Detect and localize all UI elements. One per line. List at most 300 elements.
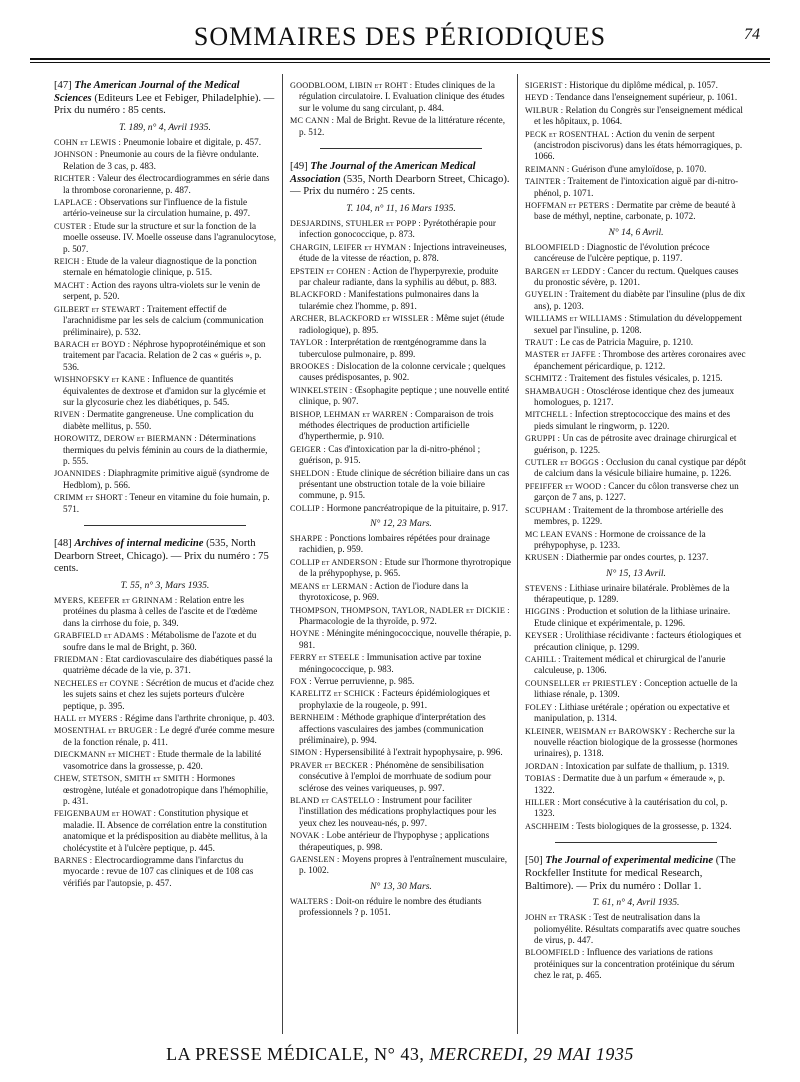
entry-text: Intoxication par sulfate de thallium, p. 1319. — [565, 760, 730, 771]
article-entry — [290, 503, 512, 514]
entry-authors: RIVEN : — [54, 410, 85, 420]
entry-authors: SIMON : — [290, 748, 323, 758]
entry-text: Relation du Congrès sur l'enseignement médical et les hôpitaux, p. 1064. — [534, 104, 743, 127]
entry-authors: BLOOMFIELD : — [525, 242, 585, 252]
article-entry — [525, 457, 747, 480]
article-entry — [525, 583, 747, 606]
entry-text: Le degré d'urée comme mesure de la fonction rénale, p. 411. — [63, 725, 275, 747]
article-entry — [525, 797, 747, 820]
entry-authors: REICH : — [54, 257, 85, 267]
article-entry — [54, 433, 276, 467]
article-entry — [525, 80, 747, 91]
entry-authors: CUSTER : — [54, 221, 92, 231]
entry-authors: KRUSEN : — [525, 553, 564, 563]
entry-text: Dermatite par crème de beauté à base de méthyl, neptine, carbonate, p. 1072. — [534, 200, 736, 222]
issue-label: T. 61, n° 4, Avril 1935. — [592, 897, 680, 909]
article-entry — [290, 854, 512, 877]
article-entry — [525, 505, 747, 528]
article-entry — [54, 409, 276, 432]
entry-authors: EPSTEIN et COHEN : — [290, 266, 371, 276]
entry-text: Déterminations thermiques du pelvis féminin au cours de la diathermie, p. 555. — [63, 433, 268, 466]
article-entry — [290, 795, 512, 829]
journal-number: [49] — [290, 161, 308, 173]
article-entry — [525, 409, 747, 432]
entry-text: Constitution physique et maladie. II. Absence de corrélation entre la constitution anatomique et la prédisposition au diabète mellitus, à la cholécystite et à l'ulcère peptique, p. 445. — [63, 808, 268, 853]
article-entry — [290, 760, 512, 794]
entry-authors: COUNSELLER et PRIESTLEY : — [525, 678, 642, 688]
entry-authors: ASCHHEIM : — [525, 821, 575, 831]
article-entry — [54, 280, 276, 303]
entry-authors: HALL et MYERS : — [54, 714, 123, 724]
entry-authors: TRAUT : — [525, 338, 558, 348]
entry-authors: SIGERIST : — [525, 81, 568, 90]
article-entry — [54, 773, 276, 807]
entry-text: Traitement de la thrombose artérielle des membres, p. 1229. — [534, 504, 724, 527]
entry-authors: FERRY et STEELE : — [290, 653, 365, 663]
entry-text: Régime dans l'arthrite chronique, p. 403. — [124, 713, 275, 724]
entry-authors: REIMANN : — [525, 164, 570, 174]
page-number: 74 — [744, 26, 760, 43]
entry-authors: NECHELES et COYNE : — [54, 678, 144, 688]
entry-authors: WISHNOFSKY et KANE : — [54, 375, 150, 385]
entry-text: Etude de la valeur diagnostique de la ponction sternale en hématologie clinique, p. 515. — [63, 256, 257, 278]
journal-number: [50] — [525, 855, 543, 867]
article-entry — [54, 149, 276, 172]
entry-authors: ARCHER, BLACKFORD et WISSLER : — [290, 314, 434, 324]
entry-text: Traitement effectif de l'arachnidisme par les sels de calcium (communication préliminaire), p. 532. — [63, 303, 264, 337]
entry-text: Même sujet (étude radiologique), p. 895. — [299, 313, 505, 335]
article-entry — [290, 80, 512, 114]
entry-text: Diaphragmite primitive aiguë (syndrome de Hedblom), p. 566. — [63, 468, 270, 490]
article-entry — [525, 726, 747, 760]
article-entry — [290, 652, 512, 675]
entry-authors: GOODBLOOM, LIBIN et ROHT : — [290, 81, 413, 90]
entry-authors: JOANNIDES : — [54, 469, 106, 479]
journal-heading — [54, 80, 276, 118]
journal-title: The American Journal of the Medical Sciences — [54, 80, 240, 104]
article-entry — [290, 361, 512, 384]
article-entry — [525, 105, 747, 128]
entry-text: Stimulation du développement sexuel par l'insuline, p. 1208. — [534, 313, 742, 335]
article-entry — [54, 468, 276, 491]
column-divider — [282, 74, 283, 1034]
entry-text: Action de l'hyperpyrexie, produite par chaleur radiante, dans la syphilis au début, p. 883. — [299, 265, 499, 288]
article-entry — [290, 444, 512, 467]
entry-authors: BLAND et CASTELLO : — [290, 796, 380, 806]
journal-title: The Journal of experimental medicine — [545, 855, 714, 867]
entry-text: Néphrose hypoprotéinémique et son traitement par l'acacia. Relation de 2 cas « guéris », p. 536. — [63, 338, 266, 372]
entry-authors: CHEW, STETSON, SMITH et SMITH : — [54, 774, 195, 784]
entry-authors: DESJARDINS, STUHLER et POPP : — [290, 219, 421, 229]
entry-authors: CHARGIN, LEIFER et HYMAN : — [290, 242, 412, 252]
entry-authors: HOROWITZ, DEROW et BIERMANN : — [54, 434, 197, 444]
article-entry — [54, 595, 276, 629]
entry-text: Doit-on réduire le nombre des étudiants professionnels ? p. 1051. — [299, 895, 482, 918]
entry-text: Etude sur la structure et sur la fonction de la moelle osseuse. IV. Moelle osseuse dans l'agranulocytose, p. 507. — [63, 220, 277, 254]
entry-authors: HIGGINS : — [525, 607, 565, 617]
article-entry — [54, 749, 276, 772]
entry-text: Urolithiase récidivante : facteurs étiologiques et précaution clinique, p. 1299. — [534, 630, 742, 652]
entry-text: Diagnostic de l'évolution précoce cancéreuse de l'ulcère peptique, p. 1197. — [534, 241, 710, 264]
footer-journal: LA PRESSE MÉDICALE, N° 43, — [166, 1044, 425, 1064]
entry-authors: STEVENS : — [525, 583, 568, 593]
journal-details: (535, North Dearborn Street, Chicago). — Prix du numéro : 75 cents. — [54, 538, 269, 575]
article-entry — [54, 492, 276, 515]
entry-text: Lobe antérieur de l'hypophyse ; applications thérapeutiques, p. 998. — [299, 830, 490, 852]
article-entry — [290, 385, 512, 408]
entry-authors: PFEIFFER et WOOD : — [525, 481, 607, 491]
article-entry — [290, 266, 512, 289]
entry-authors: MC LEAN EVANS : — [525, 529, 598, 539]
article-entry — [290, 218, 512, 241]
article-entry — [290, 712, 512, 746]
entry-text: Thrombose des artères coronaires avec épanchement péricardique, p. 1212. — [534, 349, 746, 371]
article-entry — [290, 557, 512, 580]
article-entry — [290, 289, 512, 312]
page-header — [30, 22, 770, 52]
entry-authors: BROOKES : — [290, 361, 335, 371]
entry-text: Dermatite due à un parfum « émeraude », p. 1322. — [534, 773, 725, 795]
entry-text: Verrue perruvienne, p. 985. — [313, 675, 415, 686]
article-entry — [290, 830, 512, 853]
article-entry — [54, 808, 276, 854]
column-1 — [54, 80, 276, 890]
issue-label: T. 104, n° 11, 16 Mars 1935. — [346, 203, 456, 215]
section-separator — [84, 525, 246, 526]
journal-title: Archives of internal medicine — [74, 538, 204, 549]
entry-text: Etat cardiovasculaire des diabétiques passé la quatrième décade de la vie, p. 371. — [63, 654, 273, 676]
article-entry — [290, 628, 512, 651]
entry-text: Etude clinique de sécrétion biliaire dans un cas présentant une obstruction totale de la voie biliaire commune, p. 915. — [299, 467, 510, 501]
issue-label: N° 13, 30 Mars. — [370, 880, 432, 892]
article-entry — [525, 912, 747, 946]
entry-authors: SHAMBAUGH : — [525, 386, 585, 396]
entry-text: Traitement médical et chirurgical de l'anurie calculeuse, p. 1306. — [534, 654, 726, 676]
article-entry — [525, 552, 747, 563]
article-entry — [525, 481, 747, 504]
article-entry — [525, 129, 747, 163]
entry-text: Le cas de Patricia Maguire, p. 1210. — [560, 337, 694, 348]
entry-text: Occlusion du canal cystique par dépôt de calcium dans la vésicule biliaire humaine, p. 1226. — [534, 457, 747, 479]
entry-authors: FEIGENBAUM et HOWAT : — [54, 809, 157, 819]
article-entry — [290, 533, 512, 556]
article-entry — [54, 221, 276, 255]
entry-text: Un cas de pétrosite avec drainage chirurgical et guérison, p. 1225. — [534, 433, 737, 455]
article-entry — [54, 256, 276, 279]
entry-authors: GRABFIELD et ADAMS : — [54, 631, 149, 641]
article-entry — [54, 374, 276, 408]
entry-authors: BLACKFORD : — [290, 290, 347, 300]
entry-authors: COLLIP et ANDERSON : — [290, 557, 383, 567]
header-rule-thin — [30, 62, 770, 63]
article-entry — [54, 304, 276, 338]
entry-text: Lithiase urétérale ; opération ou expectative et manipulation, p. 1314. — [534, 701, 730, 724]
article-entry — [290, 676, 512, 687]
article-entry — [525, 529, 747, 552]
entry-authors: MACHT : — [54, 280, 90, 290]
article-entry — [525, 164, 747, 175]
issue-label: N° 14, 6 Avril. — [608, 226, 664, 238]
article-entry — [525, 947, 747, 981]
entry-authors: CRIMM et SHORT : — [54, 493, 128, 503]
section-separator — [555, 842, 717, 843]
entry-text: Ponctions lombaires répétées pour drainage rachidien, p. 959. — [299, 533, 490, 555]
article-entry — [525, 386, 747, 409]
article-entry — [525, 313, 747, 336]
page-footer — [30, 1044, 770, 1065]
article-entry — [525, 702, 747, 725]
entry-authors: BLOOMFIELD : — [525, 948, 585, 958]
entry-text: Pneumonie lobaire et digitale, p. 457. — [123, 137, 262, 147]
entry-text: Tendance dans l'enseignement supérieur, p. 1061. — [555, 92, 738, 103]
article-entry — [290, 747, 512, 758]
entry-authors: HOFFMAN et PETERS : — [525, 201, 615, 211]
entry-authors: BARNES : — [54, 855, 93, 865]
entry-authors: LAPLACE : — [54, 198, 97, 208]
entry-text: Guérison d'une amyloïdose, p. 1070. — [571, 163, 707, 174]
article-entry — [54, 137, 276, 148]
entry-authors: WINKELSTEIN : — [290, 385, 353, 395]
entry-authors: GRUPPI : — [525, 434, 561, 444]
entry-authors: FOLEY : — [525, 702, 557, 712]
entry-text: Etudes cliniques de la régulation circulatoire. I. Evaluation clinique des études sur le volume du sang circulant, p. 484. — [299, 80, 505, 113]
entry-authors: GAENSLEN : — [290, 855, 340, 865]
article-entry — [525, 176, 747, 199]
entry-text: Observations sur l'influence de la fistule artério-veineuse sur la circulation humaine, p. 497. — [63, 197, 251, 219]
entry-authors: SHARPE : — [290, 534, 328, 544]
entry-authors: RICHTER : — [54, 174, 96, 184]
header-rule — [30, 58, 770, 60]
article-entry — [290, 409, 512, 443]
issue-label: T. 189, n° 4, Avril 1935. — [119, 122, 211, 134]
journal-heading — [525, 855, 747, 893]
entry-text: Action du venin de serpent (ancistrodon piscivorus) dans les états hémorragiques, p. 1066. — [534, 128, 743, 162]
entry-authors: THOMPSON, THOMPSON, TAYLOR, NADLER et DICKIE : — [290, 605, 510, 615]
entry-text: Action des rayons ultra-violets sur le venin de serpent, p. 520. — [63, 279, 261, 302]
entry-authors: GEIGER : — [290, 444, 326, 454]
entry-authors: CAHILL : — [525, 655, 561, 665]
article-entry — [290, 115, 512, 138]
entry-text: Cancer du rectum. Quelques causes du pronostic sévère, p. 1201. — [534, 265, 739, 287]
entry-text: Comparaison de trois méthodes électriques de production artificielle d'hyperthermie, p. 910. — [299, 408, 494, 442]
entry-authors: FRIEDMAN : — [54, 655, 104, 665]
article-entry — [525, 242, 747, 265]
article-entry — [290, 896, 512, 919]
entry-authors: WILLIAMS et WILLIAMS : — [525, 314, 627, 324]
entry-text: Moyens propres à l'entraînement musculaire, p. 1002. — [299, 854, 508, 876]
entry-authors: SCUPHAM : — [525, 505, 571, 515]
article-entry — [290, 242, 512, 265]
entry-text: Hypersensibilité à l'extrait hypophysaire, p. 996. — [324, 747, 503, 758]
article-entry — [290, 605, 512, 628]
entry-authors: JOHN et TRASK : — [525, 913, 592, 923]
entry-text: Hormone pancréatropique de la pituitaire, p. 917. — [326, 502, 508, 513]
entry-text: Instrument pour faciliter l'instillation des médications prophylactiques pour les yeux chez les nouveau-nés, p. 997. — [299, 795, 497, 828]
article-entry — [525, 761, 747, 772]
entry-authors: MEANS et LERMAN : — [290, 581, 373, 591]
footer-date: MERCREDI, 29 MAI 1935 — [429, 1044, 634, 1064]
entry-authors: JOHNSON : — [54, 150, 98, 160]
article-entry — [525, 773, 747, 796]
article-entry — [525, 337, 747, 348]
entry-text: Facteurs épidémiologiques et prophylaxie de la rougeole, p. 991. — [299, 688, 490, 710]
entry-text: Test de neutralisation dans la poliomyélite. Résultats comparatifs avec quatre souches de virus, p. 447. — [534, 912, 741, 945]
entry-authors: BARGEN et LEDDY : — [525, 266, 606, 276]
article-entry — [54, 678, 276, 712]
entry-text: Traitement du diabète par l'insuline (plus de dix ans), p. 1203. — [534, 289, 746, 311]
entry-authors: PECK et ROSENTHAL : — [525, 129, 614, 139]
entry-text: Phénomène de sensibilisation consécutive à l'emploi de morrhuate de sodium pour sclérose des veines variqueuses, p. 997. — [299, 759, 492, 793]
journal-heading — [54, 538, 276, 576]
column-divider — [517, 74, 518, 1034]
entry-text: Tests biologiques de la grossesse, p. 1324. — [576, 820, 732, 831]
article-entry — [525, 266, 747, 289]
entry-authors: GUYELIN : — [525, 290, 568, 300]
entry-authors: TOBIAS : — [525, 774, 561, 784]
article-entry — [525, 92, 747, 103]
entry-text: Hormones œstrogène, lutéale et gonadotropique dans l'hémophilie, p. 431. — [63, 773, 269, 806]
entry-text: Pharmacologie de la thyroïde, p. 972. — [299, 615, 437, 626]
issue-label: T. 55, n° 3, Mars 1935. — [120, 580, 210, 592]
journal-details: (535, North Dearborn Street, Chicago). — Prix du numéro : 25 cents. — [290, 173, 510, 198]
journal-details: (The Rockfeller Institute for medical Research, Baltimore). — Prix du numéro : Dollar 1. — [525, 855, 736, 892]
entry-text: Traitement de l'intoxication aiguë par di-nitro-phénol, p. 1071. — [534, 176, 739, 198]
entry-text: Injections intraveineuses, étude de la vitesse de réaction, p. 878. — [299, 241, 507, 264]
entry-text: Electrocardiogramme dans l'infarctus du myocarde : revue de 107 cas cliniques et de 108 cas vérifiés par l'autopsie, p. 457. — [63, 854, 254, 888]
entry-authors: HOYNE : — [290, 629, 325, 639]
article-entry — [54, 855, 276, 889]
article-entry — [525, 654, 747, 677]
article-entry — [525, 289, 747, 312]
issue-label: N° 12, 23 Mars. — [370, 518, 432, 530]
article-entry — [290, 313, 512, 336]
entry-authors: JORDAN : — [525, 761, 564, 771]
article-entry — [525, 630, 747, 653]
journal-details: (Editeurs Lee et Febiger, Philadelphie). — Prix du numéro : 85 cents. — [54, 92, 275, 117]
entry-authors: DIECKMANN et MICHET : — [54, 750, 156, 760]
entry-text: Conception actuelle de la lithiase rénale, p. 1309. — [534, 677, 738, 700]
journal-number: [48] — [54, 538, 72, 549]
entry-authors: KLEINER, WEISMAN et BAROWSKY : — [525, 726, 672, 736]
entry-authors: SHELDON : — [290, 468, 335, 478]
article-entry — [290, 337, 512, 360]
article-entry — [54, 197, 276, 220]
entry-authors: BERNHEIM : — [290, 713, 340, 723]
entry-authors: MYERS, KEEFER et GRINNAM : — [54, 596, 178, 605]
entry-authors: CUTLER et BOGGS : — [525, 458, 604, 468]
entry-text: Œsophagite peptique ; une nouvelle entité clinique, p. 907. — [299, 384, 510, 407]
entry-authors: HILLER : — [525, 797, 561, 807]
entry-text: Action de l'iodure dans la thyrotoxicose, p. 969. — [299, 580, 469, 603]
entry-text: Métabolisme de l'azote et du soufre dans le mal de Bright, p. 360. — [63, 630, 257, 652]
article-entry — [525, 606, 747, 629]
journal-number: [47] — [54, 80, 72, 91]
entry-authors: COHN et LEWIS : — [54, 138, 121, 147]
entry-text: Etude sur l'hormone thyrotropique de la préhypophyse, p. 965. — [299, 556, 511, 579]
entry-authors: SCHMITZ : — [525, 374, 568, 384]
entry-authors: WILBUR : — [525, 105, 564, 115]
section-separator — [320, 148, 482, 149]
article-entry — [290, 688, 512, 711]
entry-authors: MOSENTHAL et BRUGER : — [54, 726, 158, 736]
column-3 — [525, 80, 747, 983]
article-entry — [525, 200, 747, 223]
article-entry — [525, 349, 747, 372]
article-entry — [525, 821, 747, 832]
entry-authors: TAINTER : — [525, 177, 566, 187]
entry-authors: BARACH et BOYD : — [54, 339, 131, 349]
article-entry — [54, 173, 276, 196]
entry-authors: KEYSER : — [525, 631, 563, 641]
entry-text: Interprétation de rœntgénogramme dans la tuberculose pulmonaire, p. 899. — [299, 337, 487, 359]
entry-text: Cancer du côlon transverse chez un garçon de 7 ans, p. 1227. — [534, 480, 739, 503]
entry-authors: FOX : — [290, 676, 312, 686]
entry-text: Production et solution de la lithiase urinaire. Etude clinique et expérimentale, p. 1296. — [534, 606, 731, 628]
article-entry — [54, 630, 276, 653]
entry-text: Relation entre les protéines du plasma à celles de l'ascite et de l'œdème dans la cirrhose du foie, p. 349. — [63, 595, 258, 628]
entry-authors: MASTER et JAFFE : — [525, 350, 601, 360]
column-2 — [290, 80, 512, 920]
article-entry — [54, 339, 276, 373]
entry-authors: BISHOP, LEHMAN et WARREN : — [290, 409, 413, 419]
entry-authors: PRAVER et BECKER : — [290, 760, 373, 770]
entry-text: Pyrétothérapie pour infection gonococcique, p. 873. — [299, 218, 496, 240]
entry-text: Historique du diplôme médical, p. 1057. — [569, 80, 718, 90]
entry-text: Pneumonie au cours de la fièvre ondulante. Relation de 3 cas, p. 483. — [63, 149, 259, 171]
entry-text: Manifestations pulmonaires dans la tularémie chez l'homme, p. 891. — [299, 289, 479, 311]
entry-text: Méningite méningococcique, nouvelle thérapie, p. 981. — [299, 628, 512, 650]
entry-text: Diathermie par ondes courtes, p. 1237. — [565, 552, 709, 563]
entry-text: Otosclérose identique chez des jumeaux homologues, p. 1217. — [534, 385, 735, 408]
entry-authors: HEYD : — [525, 93, 554, 103]
entry-text: Influence de quantités équivalentes de dextrose et d'amidon sur la glycémie et sur la glycosurie chez les diabétiques, p. 545. — [63, 374, 266, 407]
entry-authors: MITCHELL : — [525, 410, 573, 420]
entry-text: Teneur en vitamine du foie humain, p. 571. — [63, 492, 270, 514]
entry-text: Dermatite gangreneuse. Une complication du diabète mellitus, p. 550. — [63, 409, 254, 431]
article-entry — [525, 373, 747, 384]
entry-text: Méthode graphique d'interprétation des affections vasculaires des jambes (communication préliminaire), p. 994. — [299, 712, 486, 745]
journal-title: The Journal of the American Medical Association — [290, 161, 476, 185]
article-entry — [54, 654, 276, 677]
entry-text: Etude thermale de la labilité vasomotrice dans la grossesse, p. 420. — [63, 749, 262, 771]
entry-text: Mort consécutive à la cautérisation du col, p. 1323. — [534, 796, 728, 819]
entry-text: Hormone de croissance de la préhypophyse, p. 1233. — [534, 528, 706, 550]
article-entry — [525, 678, 747, 701]
entry-text: Cas d'intoxication par la di-nitro-phénol ; guérison, p. 915. — [299, 443, 481, 466]
entry-authors: TAYLOR : — [290, 338, 328, 348]
article-entry — [290, 468, 512, 502]
entry-text: Immunisation active par toxine méningococcique, p. 983. — [299, 652, 482, 674]
entry-authors: NOVAK : — [290, 831, 325, 841]
page-title: SOMMAIRES DES PÉRIODIQUES — [193, 22, 607, 51]
entry-text: Sécrétion de mucus et d'acide chez les sujets sains et chez les sujets porteurs d'ulcère peptique, p. 395. — [63, 677, 274, 711]
entry-text: Mal de Bright. Revue de la littérature récente, p. 512. — [299, 115, 506, 137]
entry-text: Recherche sur la nouvelle réaction biologique de la grossesse (hormones urinaires), p. 1318. — [534, 725, 738, 759]
entry-authors: MC CANN : — [290, 116, 335, 126]
entry-text: Lithiase urinaire bilatérale. Problèmes de la thérapeutique, p. 1289. — [534, 582, 730, 605]
article-entry — [54, 713, 276, 724]
entry-authors: WALTERS : — [290, 896, 334, 906]
entry-text: Valeur des électrocardiogrammes en série dans la thrombose coronarienne, p. 487. — [63, 173, 270, 195]
entry-text: Infection streptococcique des mains et des pieds simulant le ringworm, p. 1220. — [534, 409, 731, 431]
entry-text: Traitement des fistules vésicales, p. 1215. — [569, 373, 723, 384]
issue-label: N° 15, 13 Avril. — [606, 567, 666, 579]
entry-text: Influence des variations de rations protéiniques sur la concentration protéinique du sérum chez le rat, p. 465. — [534, 947, 735, 981]
article-entry — [525, 433, 747, 456]
entry-text: Dislocation de la colonne cervicale ; quelques causes prédisposantes, p. 902. — [299, 360, 506, 383]
journal-heading — [290, 161, 512, 199]
entry-authors: COLLIP : — [290, 503, 325, 513]
